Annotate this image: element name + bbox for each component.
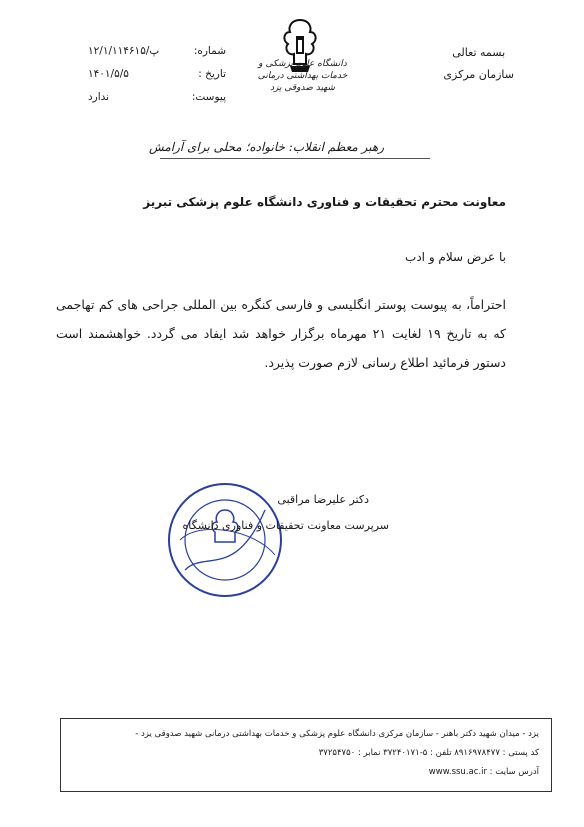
signatory-title: سرپرست معاونت تحقیقات و فناوری دانشگاه xyxy=(182,519,389,532)
meta-value: ندارد xyxy=(88,91,110,103)
recipient: معاونت محترم تحقیقات و فناوری دانشگاه علوم پزشکی تبریز xyxy=(143,195,506,209)
meta-value: ۱۲/۱/۱۱۴۶۱۵/پ xyxy=(88,45,160,57)
motto-underline xyxy=(160,158,430,159)
footer-contact: کد پستی : ۸۹۱۶۹۷۸۴۷۷ تلفن : ۵-۳۷۲۴۰۱۷۱ نمابر : ۳۷۲۵۴۷۵۰ xyxy=(318,748,539,758)
letter-body: احتراماً، به پیوست پوستر انگلیسی و فارسی کنگره بین المللی جراحی های کم تهاجمی که به تاریخ ۱۹ لغایت ۲۱ مهرماه برگزار خواهد شد ایفاد می گردد. خواهشمند است دستور فرمائید اطلاع رسانی لازم صورت پذیرد. xyxy=(56,297,506,370)
footer-box xyxy=(60,718,552,792)
invocation: بسمه تعالی xyxy=(452,46,506,59)
meta-label: تاریخ : xyxy=(198,68,226,80)
motto: رهبر معظم انقلاب: خانواده؛ محلی برای آرامش xyxy=(149,140,384,154)
website-label: آدرس سایت : xyxy=(489,767,539,777)
official-stamp-icon xyxy=(165,480,285,600)
logo-caption-line-2: شهید صدوقی یزد xyxy=(270,83,335,93)
footer-address: یزد - میدان شهید دکتر باهنر - سازمان مرکزی دانشگاه علوم پزشکی و خدمات بهداشتی درمانی شهید صدوقی یزد - xyxy=(135,729,539,739)
meta-value: ۱۴۰۱/۵/۵ xyxy=(88,68,129,80)
logo-caption-line-1: دانشگاه علوم پزشکی و خدمات بهداشتی درمانی xyxy=(257,59,348,81)
meta-date xyxy=(88,63,226,86)
footer-website xyxy=(429,767,539,777)
office-name: سازمان مرکزی xyxy=(443,68,514,81)
meta-label: پیوست: xyxy=(191,91,226,103)
logo-caption xyxy=(245,58,360,94)
meta-number xyxy=(88,40,226,63)
letter-meta xyxy=(88,40,226,109)
header-right xyxy=(443,42,514,86)
website-link[interactable]: www.ssu.ac.ir xyxy=(428,767,487,777)
signatory-name: دکتر علیرضا مراقبی xyxy=(277,493,369,506)
meta-label: شماره: xyxy=(193,45,226,57)
meta-attachment xyxy=(88,86,226,109)
greeting: با عرض سلام و ادب xyxy=(405,250,506,264)
